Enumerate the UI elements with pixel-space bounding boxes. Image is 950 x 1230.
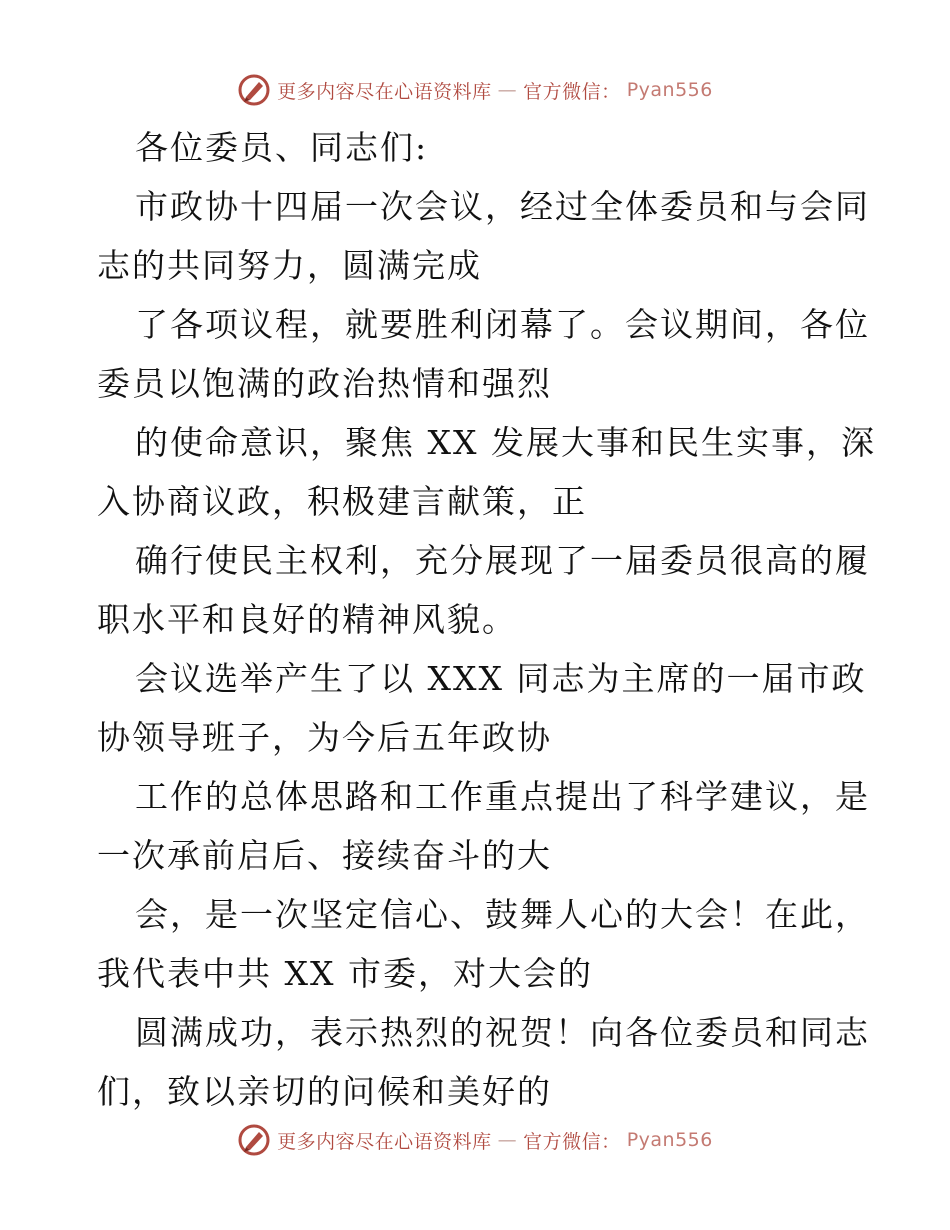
document-body [97,118,876,1121]
text-line: 的使命意识，聚焦 XX 发展大事和民生实事，深 [135,423,876,462]
text-line: 协领导班子，为今后五年政协 [97,718,552,757]
watermark-wechat-id: Pyan556 [626,79,713,101]
text-line: 各位委员、同志们: [135,128,429,167]
watermark-separator: — [497,79,518,101]
text-line: 职水平和良好的精神风貌。 [97,600,517,639]
watermark-brand: 更多内容尽在心语资料库 [277,80,492,103]
text-line: 市政协十四届一次会议，经过全体委员和与会同 [135,187,870,226]
text-line: 我代表中共 XX 市委，对大会的 [97,954,593,993]
watermark-wechat-label: 官方微信： [523,80,621,103]
text-line: 工作的总体思路和工作重点提出了科学建议，是 [135,777,870,816]
text-line: 们，致以亲切的问候和美好的 [97,1072,552,1111]
watermark-separator: — [497,1129,518,1151]
watermark-wechat-id: Pyan556 [626,1129,713,1151]
text-line: 会议选举产生了以 XXX 同志为主席的一届市政 [135,659,867,698]
pen-logo-icon [237,1123,271,1157]
text-line: 志的共同努力，圆满完成 [97,246,482,285]
text-line: 确行使民主权利，充分展现了一届委员很高的履 [135,541,870,580]
text-line: 圆满成功，表示热烈的祝贺！向各位委员和同志 [135,1013,870,1052]
footer-watermark [0,1120,950,1160]
text-line: 会，是一次坚定信心、鼓舞人心的大会！在此， [135,895,870,934]
text-line: 了各项议程，就要胜利闭幕了。会议期间，各位 [135,305,870,344]
header-watermark [0,70,950,110]
watermark-brand: 更多内容尽在心语资料库 [277,1130,492,1153]
text-line: 一次承前启后、接续奋斗的大 [97,836,552,875]
pen-logo-icon [237,73,271,107]
watermark-wechat-label: 官方微信： [523,1130,621,1153]
text-line: 入协商议政，积极建言献策，正 [97,482,587,521]
text-line: 委员以饱满的政治热情和强烈 [97,364,552,403]
